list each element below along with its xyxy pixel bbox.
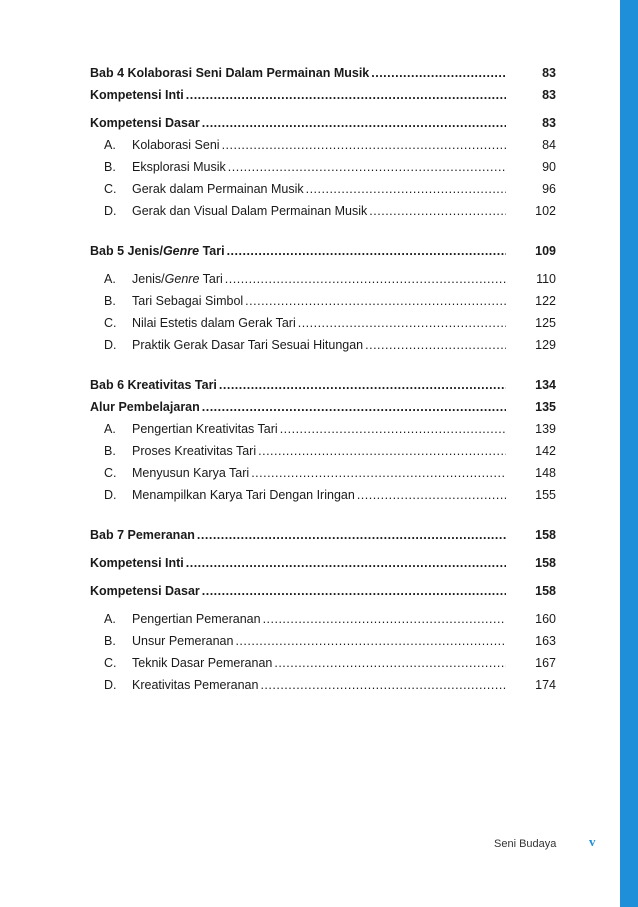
dot-leader [219,378,506,392]
subentry-title: Teknik Dasar Pemeranan [132,656,273,670]
subentry-title: Kreativitas Pemeranan [132,678,259,692]
subentry-letter: A. [104,422,116,436]
dot-leader [251,466,506,480]
subentry-page: 122 [535,294,556,308]
subentry-letter: C. [104,316,117,330]
subentry-page: 163 [535,634,556,648]
toc-subentry[interactable] [90,466,556,488]
toc-entry-title: Alur Pembelajaran [90,400,200,414]
toc-subentry[interactable] [90,272,556,294]
subentry-page: 96 [542,182,556,196]
subentry-title: Jenis/Genre Tari [132,272,223,286]
toc-entry-page: 83 [542,66,556,80]
subentry-page: 110 [536,272,556,286]
subentry-title: Nilai Estetis dalam Gerak Tari [132,316,296,330]
subentry-letter: B. [104,444,116,458]
subentry-title: Eksplorasi Musik [132,160,226,174]
toc-subentry[interactable] [90,204,556,226]
footer-book-title: Seni Budaya [494,838,557,850]
subentry-letter: A. [104,612,116,626]
toc-subentry[interactable] [90,138,556,160]
toc-entry-title: Bab 7 Pemeranan [90,528,195,542]
toc-entry-title: Bab 6 Kreativitas Tari [90,378,217,392]
subentry-title: Menyusun Karya Tari [132,466,250,480]
dot-leader [227,244,506,258]
dot-leader [202,116,506,130]
toc-entry-title: Bab 5 Jenis/Genre Tari [90,244,225,258]
toc-entry-bab7-ki[interactable] [90,556,556,578]
toc-entry-bab7-kd[interactable] [90,584,556,606]
subentry-title: Kolaborasi Seni [132,138,220,152]
dot-leader [365,338,506,352]
toc-entry-title: Kompetensi Dasar [90,584,200,598]
footer-page-number: v [589,834,596,849]
toc-subentry[interactable] [90,678,556,700]
dot-leader [357,488,506,502]
toc-subentry[interactable] [90,488,556,510]
dot-leader [197,528,506,542]
subentry-letter: D. [104,338,117,352]
dot-leader [280,422,506,436]
toc-subentry[interactable] [90,160,556,182]
subentry-page: 155 [535,488,556,502]
toc-subentry[interactable] [90,612,556,634]
dot-leader [369,204,506,218]
side-accent-bar [620,0,638,907]
subentry-letter: C. [104,182,117,196]
dot-leader [228,160,506,174]
subentry-title: Proses Kreativitas Tari [132,444,257,458]
dot-leader [202,584,506,598]
toc-entry-bab5[interactable] [90,244,556,266]
toc-entry-page: 134 [535,378,556,392]
subentry-title: Praktik Gerak Dasar Tari Sesuai Hitungan [132,338,364,352]
toc-entry-bab4-kd[interactable] [90,116,556,138]
dot-leader [222,138,506,152]
subentry-letter: C. [104,656,117,670]
subentry-page: 160 [535,612,556,626]
subentry-page: 142 [535,444,556,458]
toc-subentry[interactable] [90,444,556,466]
toc-subentry[interactable] [90,294,556,316]
subentry-title: Pengertian Kreativitas Tari [132,422,278,436]
toc-subentry[interactable] [90,316,556,338]
subentry-title: Tari Sebagai Simbol [132,294,244,308]
subentry-letter: D. [104,488,117,502]
subentry-title: Gerak dalam Permainan Musik [132,182,304,196]
dot-leader [371,66,506,80]
subentry-page: 129 [535,338,556,352]
toc-entry-page: 158 [535,556,556,570]
toc-entry-title: Kompetensi Inti [90,88,184,102]
dot-leader [260,678,506,692]
dot-leader [263,612,506,626]
subentry-title: Gerak dan Visual Dalam Permainan Musik [132,204,368,218]
toc-subentry[interactable] [90,182,556,204]
subentry-page: 102 [535,204,556,218]
toc-subentry[interactable] [90,422,556,444]
dot-leader [202,400,506,414]
subentry-page: 90 [542,160,556,174]
toc-subentry[interactable] [90,634,556,656]
toc-entry-page: 109 [535,244,556,258]
subentry-title: Unsur Pemeranan [132,634,234,648]
toc-entry-bab7[interactable] [90,528,556,550]
toc-entry-bab4[interactable] [90,66,556,88]
toc-entry-page: 135 [535,400,556,414]
subentry-page: 125 [535,316,556,330]
toc-entry-bab4-ki[interactable] [90,88,556,110]
toc-entry-title: Bab 4 Kolaborasi Seni Dalam Permainan Musik [90,66,370,80]
toc-entry-title: Kompetensi Dasar [90,116,200,130]
subentry-letter: A. [104,138,116,152]
toc-entry-page: 158 [535,584,556,598]
subentry-page: 84 [542,138,556,152]
subentry-page: 167 [535,656,556,670]
dot-leader [274,656,506,670]
subentry-letter: D. [104,678,117,692]
dot-leader [186,556,506,570]
toc-entry-bab6-alur[interactable] [90,400,556,422]
subentry-page: 139 [535,422,556,436]
dot-leader [298,316,506,330]
subentry-page: 174 [535,678,556,692]
subentry-title: Pengertian Pemeranan [132,612,261,626]
toc-entry-page: 83 [542,116,556,130]
dot-leader [235,634,506,648]
toc-entry-page: 83 [542,88,556,102]
toc-entry-title: Kompetensi Inti [90,556,184,570]
dot-leader [258,444,506,458]
dot-leader [225,272,506,286]
subentry-page: 148 [535,466,556,480]
toc-subentry[interactable] [90,338,556,360]
toc-entry-page: 158 [535,528,556,542]
subentry-letter: B. [104,160,116,174]
subentry-letter: C. [104,466,117,480]
subentry-letter: B. [104,294,116,308]
toc-subentry[interactable] [90,656,556,678]
dot-leader [245,294,506,308]
subentry-letter: D. [104,204,117,218]
subentry-letter: A. [104,272,116,286]
subentry-letter: B. [104,634,116,648]
table-of-contents [90,66,556,700]
toc-entry-bab6[interactable] [90,378,556,400]
dot-leader [186,88,506,102]
dot-leader [306,182,506,196]
subentry-title: Menampilkan Karya Tari Dengan Iringan [132,488,355,502]
